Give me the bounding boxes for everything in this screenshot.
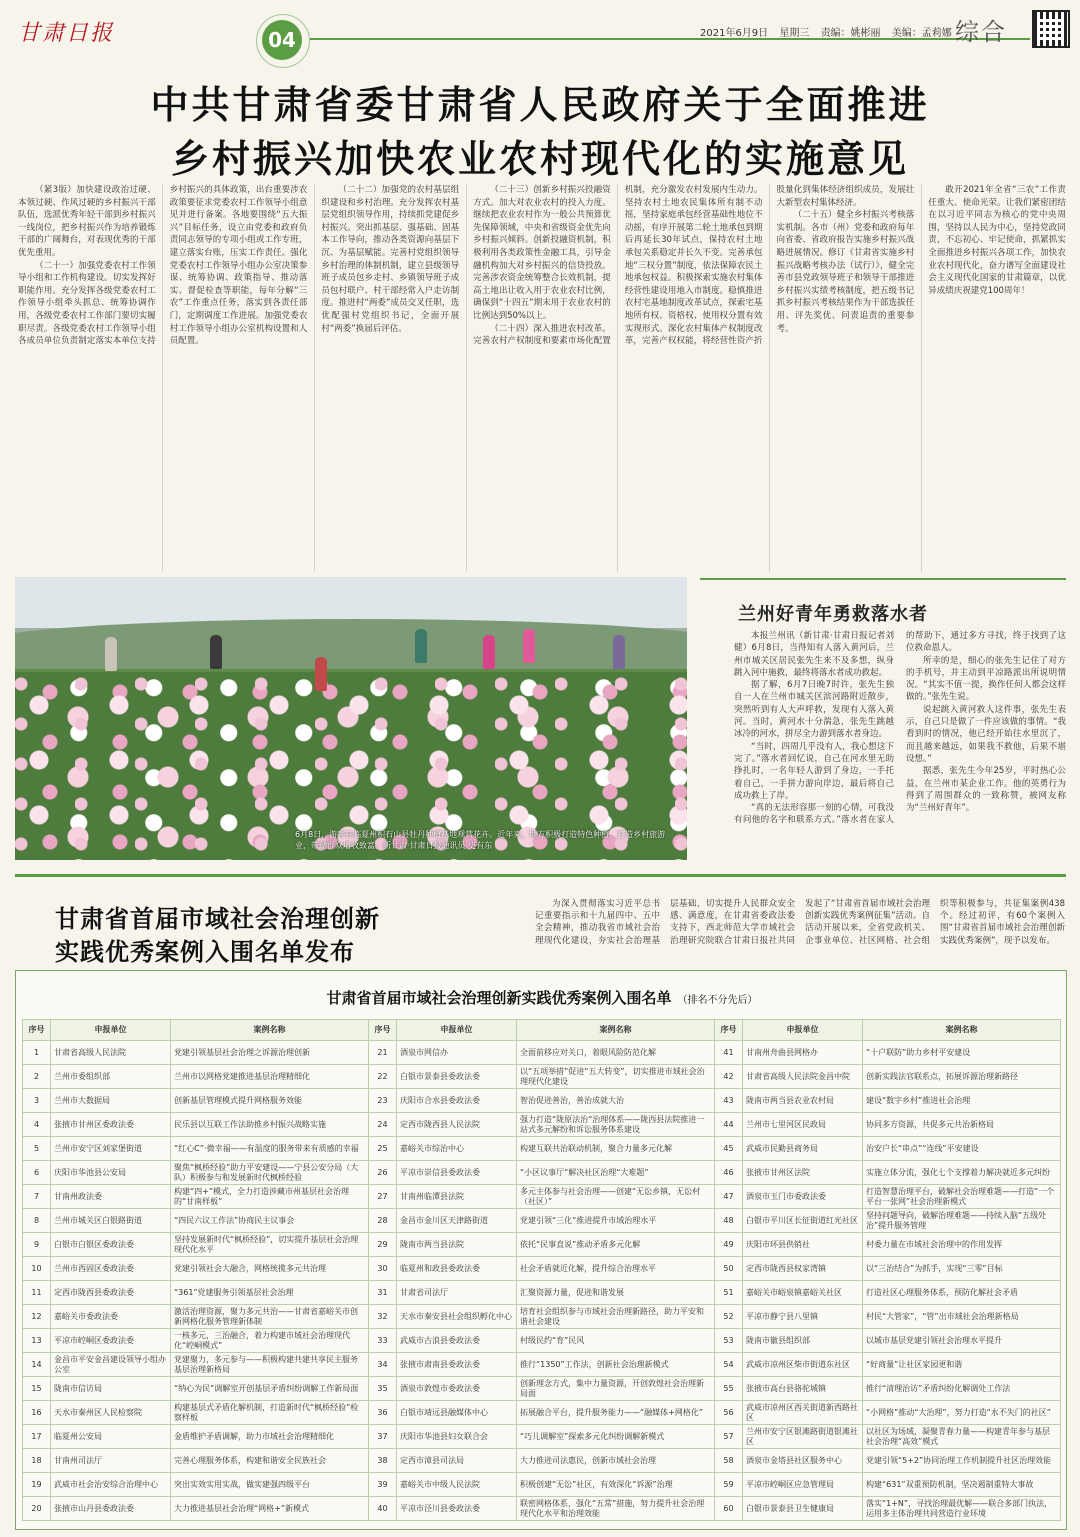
table-header-cell: 申报单位	[51, 1020, 171, 1041]
article-paragraph: （二十一）加强党委农村工作领导小组和工作机构建设。切实发挥好职能作用。充分发挥各级党委农村工作领导小组牵头抓总、统筹协调作用，各级党委农村工作部门要切实履职尽责。各级党委农村工作领导小组各成员单位负责制定落实本单位支持乡村振兴的具体政策，出台重要涉农政策要征求党委农村工作领导小组意见并进行备案。各地要围绕“五大振兴”目标任务，设立由党委和政府负责同志领导的专项小组或工作专班，建立落实台账，压实工作责任。强化党委农村工作领导小组办公室决策参谋、统筹协调、政策指导、推动落实、督促检查等职能，每年分解“三农”工作重点任务，落实到各责任部门，定期调度工作进展。加强党委农村工作领导小组办公室机构设置和人员配置。	[18, 185, 308, 347]
table-cell-case: 多元主体参与社会治理——创建“无讼乡镇，无讼村（社区）”	[517, 1185, 715, 1209]
table-row	[23, 1281, 1061, 1305]
table-cell-number: 6	[23, 1161, 51, 1185]
table-cell-number: 56	[715, 1401, 743, 1425]
table-cell-case: 突出实效实用实战，做实建强四级平台	[171, 1473, 369, 1497]
photo-visitor	[415, 629, 427, 663]
table-cell-case: 构建互联共治联动机制，聚合力量多元化解	[517, 1137, 715, 1161]
table-cell-case: 以“三治结合”为抓手，实现“三零”目标	[863, 1257, 1061, 1281]
table-cell-unit: 定西市漳县司法局	[397, 1449, 517, 1473]
photo-visitor	[613, 635, 625, 669]
story-paragraph: 本报兰州讯（新甘肃·甘肃日报记者刘健）6月8日，当得知有人落入黄河后，兰州市城关区居民张先生来不及多想，纵身跳入河中施救，最终将落水者成功救起。	[734, 631, 894, 678]
article-body	[18, 184, 1066, 572]
table-cell-unit: 武威市古浪县委政法委	[397, 1329, 517, 1353]
table-row	[23, 1089, 1061, 1113]
table-cell-number: 4	[23, 1113, 51, 1137]
table-row	[23, 1377, 1061, 1401]
table-cell-unit: 定西市陇西县权家湾镇	[743, 1257, 863, 1281]
table-cell-case: 构建“631”双重预防机制，坚决遏制重特大事故	[863, 1473, 1061, 1497]
table-cell-number: 32	[369, 1305, 397, 1329]
main-headline	[0, 78, 1080, 186]
story-paragraph: 说起跳入黄河救人这件事，张先生表示，自己只是做了一件应该做的事情。“我看到时的情况，他已经开始往水里沉了，而且越来越远，如果我不救他，后果不堪设想。”	[906, 704, 1066, 764]
article-paragraph: （二十三）创新乡村振兴投融资方式。加大对农业农村的投入力度。继续把农业农村作为一般公共预算优先保障领域，中央和省级资金优先向乡村振兴倾斜。创新投融资机制，积极利用各类政策性金融工具，引导金融机构加大对乡村振兴的信贷投放。完善涉农资金统筹整合长效机制，提高土地出让收入用于农业农村比例，确保到“十四五”期末用于农业农村的比例达到50%以上。	[473, 185, 611, 321]
article-paragraph: （二十四）深入推进农村改革。完善农村产权制度和要素市场化配置机制，充分激发农村发展内生动力。坚持农村土地农民集体所有制不动摇，坚持家庭承包经营基础性地位不动摇，有序开展第二轮土地承包到期后再延长30年试点，保持农村土地承包关系稳定并长久不变。完善承包地“三权分置”制度，依法保障农民土地承包权益。积极探索实施农村集体经营性建设用地入市制度。稳慎推进农村宅基地制度改革试点，探索宅基地所有权、资格权、使用权分置有效实现形式。深化农村集体产权制度改革，完善产权权能，将经营性资产折股量化到集体经济组织成员，发展壮大新型农村集体经济。	[473, 185, 915, 347]
table-cell-unit: 平凉市崆峒区应急管理局	[743, 1473, 863, 1497]
designer-credit: 美编：孟莉娜	[891, 28, 952, 39]
article-paragraph: （紧3版）加快建设政治过硬、本领过硬、作风过硬的乡村振兴干部队伍，选派优秀年轻干部到乡村振兴一线岗位，把乡村振兴作为培养锻炼干部的广阔舞台，对表现优秀的干部优先重用。	[18, 185, 156, 258]
table-cell-case: “好商量”让社区家园更和谐	[863, 1353, 1061, 1377]
table-cell-number: 59	[715, 1473, 743, 1497]
case-list-table	[22, 1019, 1061, 1521]
table-cell-case: 联密网格体系，强化“五常”措施，努力提升社会治理现代化水平和治理效能	[517, 1497, 715, 1521]
table-cell-number: 41	[715, 1041, 743, 1065]
table-cell-number: 45	[715, 1137, 743, 1161]
table-cell-case: 村委力量在市域社会治理中的作用发挥	[863, 1233, 1061, 1257]
table-cell-unit: 庆阳市华池县公安局	[51, 1161, 171, 1185]
table-cell-number: 42	[715, 1065, 743, 1089]
table-cell-number: 23	[369, 1089, 397, 1113]
table-cell-case: 推行“1350”工作法，创新社会治理新模式	[517, 1353, 715, 1377]
photo-visitor	[483, 635, 495, 669]
story-paragraph: 据了解，6月7日晚7时许，张先生独自一人在兰州市城关区滨河路附近散步，突然听到有人大声呼救，发现有人落入黄河。当时，黄河水十分湍急，张先生跳越冰冷的河水，拼尽全力游到落水者身边。	[734, 680, 894, 740]
table-row	[23, 1449, 1061, 1473]
table-cell-number: 18	[23, 1449, 51, 1473]
table-cell-unit: 天水市秦安县社会组织孵化中心	[397, 1305, 517, 1329]
table-cell-number: 20	[23, 1497, 51, 1521]
table-cell-number: 15	[23, 1377, 51, 1401]
table-cell-unit: 甘南州临潭县法院	[397, 1185, 517, 1209]
table-cell-unit: 平凉市泾川县委政法委	[397, 1497, 517, 1521]
table-cell-unit: 兰州市安宁区刘家堡街道	[51, 1137, 171, 1161]
table-cell-unit: 武威市凉州区柴市街道东社区	[743, 1353, 863, 1377]
photo-visitor	[315, 657, 327, 691]
table-title-text: 甘肃省首届市域社会治理创新实践优秀案例入围名单	[326, 989, 672, 1007]
table-cell-unit: 定西市陇西县人民法院	[397, 1113, 517, 1137]
table-header-cell: 案例名称	[863, 1020, 1061, 1041]
table-header-cell: 申报单位	[397, 1020, 517, 1041]
table-cell-number: 1	[23, 1041, 51, 1065]
table-header-cell: 案例名称	[171, 1020, 369, 1041]
story-paragraph: 据悉，张先生今年25岁，平时热心公益，在兰州市某企业工作。他的英勇行为得到了周围群众的一致称赞，被网友称为“兰州好青年”。	[906, 766, 1066, 814]
table-cell-number: 52	[715, 1305, 743, 1329]
table-cell-number: 12	[23, 1305, 51, 1329]
table-cell-number: 21	[369, 1041, 397, 1065]
table-cell-case: 以社区为场域，凝聚青春力量——构建青年参与基层社会治理“高效”模式	[863, 1425, 1061, 1449]
table-cell-case: 依托“民事直说”推动矛盾多元化解	[517, 1233, 715, 1257]
table-cell-case: “小网格”推动“大治理”，努力打造“水不失门的社区”	[863, 1401, 1061, 1425]
table-cell-number: 29	[369, 1233, 397, 1257]
table-cell-case: “红心C”·微幸福——有温度的服务带来有质感的幸福	[171, 1137, 369, 1161]
table-cell-number: 3	[23, 1089, 51, 1113]
table-cell-case: 实施立体分流，强化七个支撑着力解决就近多元纠纷	[863, 1161, 1061, 1185]
qr-code-icon[interactable]	[1032, 10, 1070, 48]
table-cell-unit: 白银市白银区委政法委	[51, 1233, 171, 1257]
table-cell-number: 37	[369, 1425, 397, 1449]
table-cell-number: 19	[23, 1473, 51, 1497]
table-note: （排名不分先后）	[677, 995, 758, 1006]
table-cell-number: 46	[715, 1161, 743, 1185]
table-cell-number: 17	[23, 1425, 51, 1449]
masthead	[0, 0, 1080, 58]
issue-weekday: 星期三	[779, 28, 810, 39]
table-cell-case: 落实“1+N”，寻找治理最优解——联合多部门执法，运用多主体治理共同营造行业环境	[863, 1497, 1061, 1521]
intro-paragraph: 为深入贯彻落实习近平总书记重要指示和十九届四中、五中全会精神，推动我省市域社会治理现代化建设，夯实社会治理基层基础，切实提升人民群众安全感、满意度，在甘肃省委政法委支持下，西北师范大学市域社会治理研究院联合甘肃日报社共同发起了“甘肃省首届市域社会治理创新实践优秀案例征集”活动。自活动开展以来，全省党政机关、企事业单位、社区网格、社会组织等积极参与，共征集案例438个。经过初评，有60个案例入围“甘肃省首届市域社会治理创新实践优秀案例”，现予以发布。	[535, 899, 1065, 946]
table-cell-case: 积极创建“无讼”社区，有效深化“诉源”治理	[517, 1473, 715, 1497]
table-cell-unit: 嘉峪关市综治中心	[397, 1137, 517, 1161]
table-cell-number: 50	[715, 1257, 743, 1281]
story-title: 兰州好青年勇救落水者	[738, 604, 928, 625]
table-cell-number: 49	[715, 1233, 743, 1257]
table-row	[23, 1401, 1061, 1425]
table-cell-unit: 张掖市甘州区法院	[743, 1161, 863, 1185]
table-cell-unit: 庆阳市华池县妇女联合会	[397, 1425, 517, 1449]
table-cell-case: 民乐县以互联工作法助推乡村振兴战略实施	[171, 1113, 369, 1137]
table-cell-case: 强力打造“陇原法治”治理体系——陇西县法院推进一站式多元解纷和诉讼服务体系建设	[517, 1113, 715, 1137]
table-cell-number: 36	[369, 1401, 397, 1425]
table-cell-unit: 武威市民勤县商务局	[743, 1137, 863, 1161]
story-paragraph: 所幸的是，细心的张先生记住了对方的手机号，并主动到平凉路派出所说明情况。“其实不值一提，换作任何人都会这样做的。”张先生说。	[906, 655, 1066, 703]
table-cell-unit: 陇南市两当县法院	[397, 1233, 517, 1257]
table-cell-case: 党建引领“三化”推进提升市域治理水平	[517, 1209, 715, 1233]
photo-visitor	[210, 635, 222, 669]
article-paragraph: （二十五）健全乡村振兴考核落实机制。各市（州）党委和政府每年向省委、省政府报告实施乡村振兴战略进展情况。修订《甘肃省实施乡村振兴战略考核办法（试行）》，健全完善市县党政领导班子和领导干部推进乡村振兴实绩考核制度，把五级书记抓乡村振兴考核结果作为干部选拔任用、评先奖优、问责追责的重要参考。	[776, 210, 915, 334]
table-cell-number: 57	[715, 1425, 743, 1449]
story-paragraph: “真的无法形容那一刻的心情，可我没有问他的名字和联系方式。”落水者在家人的帮助下，通过多方寻找，终于找到了这位救命恩人。	[734, 631, 1066, 826]
table-cell-unit: 白银市景泰县卫生健康局	[743, 1497, 863, 1521]
editor-credit: 责编：姚彬丽	[820, 28, 881, 39]
table-cell-number: 11	[23, 1281, 51, 1305]
table-row	[23, 1329, 1061, 1353]
table-cell-unit: 张掖市甘州区委政法委	[51, 1113, 171, 1137]
table-row	[23, 1065, 1061, 1089]
table-cell-case: 构建“四+”模式，全力打造涉藏市州基层社会治理的“甘南样板”	[171, 1185, 369, 1209]
table-cell-unit: 金昌市金川区天津路街道	[397, 1209, 517, 1233]
article-paragraph: 敢开2021年全省“三农”工作责任重大、使命光荣。让我们紧密团结在以习近平同志为核心的党中央周围，坚持以人民为中心，坚持党政同责，不忘初心、牢记使命，抓紧抓实全面推进乡村振兴各项工作，加快农业农村现代化，奋力谱写全面建设社会主义现代化国家的甘肃篇章，以优异成绩庆祝建党100周年！	[928, 185, 1066, 296]
table-cell-case: 社会矛盾就近化解，提升综合治理水平	[517, 1257, 715, 1281]
photo-visitor	[105, 637, 117, 671]
table-row	[23, 1353, 1061, 1377]
table-cell-case: “纳心为民”调解室开创基层矛盾纠纷调解工作新局面	[171, 1377, 369, 1401]
table-cell-case: 创新理念方式，集中力量资源，开创敦煌社会治理新局面	[517, 1377, 715, 1401]
table-cell-case: 村级民约“育”民风	[517, 1329, 715, 1353]
article-paragraph: （二十二）加强党的农村基层组织建设和乡村治理。充分发挥农村基层党组织领导作用，持续抓党建促乡村振兴。突出抓基层、强基础、固基本工作导向，推动各类资源向基层下沉、为基层赋能。完善村党组织领导乡村治理的体制机制，建立县级领导班子成员包乡走村、乡镇领导班子成员包村联户、村干部经常入户走访制度。推进村“两委”成员交叉任职，选优配强村党组织书记，全面开展村“两委”换届后评估。	[321, 185, 460, 334]
photo-visitor	[523, 629, 535, 663]
table-cell-unit: 甘南州舟曲县网格办	[743, 1041, 863, 1065]
table-cell-unit: 兰州市七里河区民政局	[743, 1113, 863, 1137]
photo-caption: 6月8日，游客在临夏州积石山县牡丹种植基地观赏花卉。近年来，地方积极打造特色种植，打造乡村旅游业，带动群众增收致富。新甘肃·甘肃日报通讯员 史有东	[295, 830, 666, 850]
table-cell-case: 协同多方资源，共促多元共治新格局	[863, 1113, 1061, 1137]
sub-headline-line-1: 甘肃省首届市域社会治理创新	[55, 905, 380, 933]
sub-headline-line-2: 实践优秀案例入围名单发布	[55, 938, 355, 966]
table-header-cell: 案例名称	[517, 1020, 715, 1041]
table-cell-case: 创新实践法官联系点，拓展诉源治理新路径	[863, 1065, 1061, 1089]
table-cell-number: 34	[369, 1353, 397, 1377]
table-cell-case: 智治促进善治，善治成就大治	[517, 1089, 715, 1113]
issue-date: 2021年6月9日	[700, 28, 769, 39]
table-cell-unit: 酒泉市敦煌市委政法委	[397, 1377, 517, 1401]
table-row	[23, 1161, 1061, 1185]
table-cell-number: 28	[369, 1209, 397, 1233]
section-divider	[15, 874, 1066, 877]
table-cell-case: 以城市基层党建引领社会治理水平提升	[863, 1329, 1061, 1353]
table-cell-unit: 陇南市两当县农业农村局	[743, 1089, 863, 1113]
table-cell-number: 25	[369, 1137, 397, 1161]
table-row	[23, 1113, 1061, 1137]
table-cell-case: 大力推进基层社会治理“网格+”新模式	[171, 1497, 369, 1521]
headline-line-2: 乡村振兴加快农业农村现代化的实施意见	[170, 137, 909, 181]
story-top-rule	[700, 578, 1066, 580]
table-cell-case: 以“五项举措”促进“五大转变”，切实推进市域社会治理现代化建设	[517, 1065, 715, 1089]
table-row	[23, 1497, 1061, 1521]
table-cell-number: 60	[715, 1497, 743, 1521]
table-row	[23, 1209, 1061, 1233]
table-cell-case: 拓展融合平台，提升服务能力——“融媒体+网格化”	[517, 1401, 715, 1425]
table-cell-number: 5	[23, 1137, 51, 1161]
table-cell-unit: 白银市平川区长征街道红光社区	[743, 1209, 863, 1233]
sub-headline	[55, 903, 475, 969]
table-cell-number: 8	[23, 1209, 51, 1233]
table-cell-unit: 张掖市山丹县委政法委	[51, 1497, 171, 1521]
table-row	[23, 1305, 1061, 1329]
news-photo	[15, 577, 687, 860]
table-cell-number: 47	[715, 1185, 743, 1209]
table-cell-number: 14	[23, 1353, 51, 1377]
table-cell-number: 26	[369, 1161, 397, 1185]
table-row	[23, 1041, 1061, 1065]
table-cell-case: 党建引领“5+2”协同治理工作机制提升社区治理效能	[863, 1449, 1061, 1473]
table-cell-case: 一核多元，三治融合，着力构建市域社会治理现代化“崆峒模式”	[171, 1329, 369, 1353]
table-cell-number: 51	[715, 1281, 743, 1305]
table-cell-number: 38	[369, 1449, 397, 1473]
table-cell-unit: 酒泉市金塔县社区服务中心	[743, 1449, 863, 1473]
table-cell-case: 打造智慧治理平台，破解社会治理难题——打造“一个平台一张网”社会治理新模式	[863, 1185, 1061, 1209]
table-cell-unit: 兰州市委组织部	[51, 1065, 171, 1089]
table-row	[23, 1473, 1061, 1497]
table-cell-unit: 兰州市大数据局	[51, 1089, 171, 1113]
table-header-cell: 序号	[715, 1020, 743, 1041]
table-cell-unit: 张掖市高台县骆驼城镇	[743, 1377, 863, 1401]
table-cell-number: 40	[369, 1497, 397, 1521]
table-cell-number: 31	[369, 1281, 397, 1305]
page-number: 04	[262, 20, 302, 60]
table-cell-unit: 武威市社会治安综合治理中心	[51, 1473, 171, 1497]
table-cell-unit: 嘉峪关市中级人民法院	[397, 1473, 517, 1497]
table-title	[16, 987, 1068, 1008]
table-body	[23, 1041, 1061, 1521]
table-cell-unit: 临夏州和政县委政法委	[397, 1257, 517, 1281]
table-cell-number: 54	[715, 1353, 743, 1377]
table-row	[23, 1185, 1061, 1209]
table-cell-unit: 定西市陇西县委政法委	[51, 1281, 171, 1305]
table-cell-unit: 酒泉市网信办	[397, 1041, 517, 1065]
table-cell-unit: 白银市靖远县融媒体中心	[397, 1401, 517, 1425]
case-list-panel	[15, 970, 1067, 1530]
table-cell-case: 建设“数字乡村”推进社会治理	[863, 1089, 1061, 1113]
table-cell-unit: 白银市景泰县委政法委	[397, 1065, 517, 1089]
table-row	[23, 1257, 1061, 1281]
table-cell-unit: 陇南市徽县组织部	[743, 1329, 863, 1353]
table-cell-number: 2	[23, 1065, 51, 1089]
table-cell-number: 24	[369, 1113, 397, 1137]
table-cell-number: 55	[715, 1377, 743, 1401]
table-cell-number: 16	[23, 1401, 51, 1425]
table-cell-unit: 平凉市崆峒区委政法委	[51, 1329, 171, 1353]
table-cell-case: 兰州市以网格党建推进基层治理精细化	[171, 1065, 369, 1089]
table-cell-case: 村民“大管家”，“管”出市域社会治理新格局	[863, 1305, 1061, 1329]
table-cell-unit: 庆阳市环县供销社	[743, 1233, 863, 1257]
table-cell-case: 全面前移应对关口，着眼风险防范化解	[517, 1041, 715, 1065]
table-cell-number: 10	[23, 1257, 51, 1281]
table-cell-case: 聚焦“枫桥经验”助力平安建设——宁县公安分局（大队）积极参与和发展新时代枫桥经验	[171, 1161, 369, 1185]
table-cell-unit: 临夏州公安局	[51, 1425, 171, 1449]
table-cell-unit: 嘉峪关市委政法委	[51, 1305, 171, 1329]
table-row	[23, 1425, 1061, 1449]
table-cell-unit: 兰州市西固区委政法委	[51, 1257, 171, 1281]
table-cell-unit: 陇南市信访局	[51, 1377, 171, 1401]
table-cell-case: 创新基层管理模式提升网格服务效能	[171, 1089, 369, 1113]
table-header-cell: 申报单位	[743, 1020, 863, 1041]
table-cell-unit: 兰州市安宁区银滩路街道银滩社区	[743, 1425, 863, 1449]
table-cell-case: “十户联防”助力乡村平安建设	[863, 1041, 1061, 1065]
table-cell-case: 打造社区心理服务体系，预防化解社会矛盾	[863, 1281, 1061, 1305]
table-cell-case: 金盾维护矛盾调解，助力市域社会治理精细化	[171, 1425, 369, 1449]
table-cell-number: 13	[23, 1329, 51, 1353]
table-header-row	[23, 1020, 1061, 1041]
table-cell-case: 大力推进司法惠民，创新市域社会治理	[517, 1449, 715, 1473]
table-cell-case: 构建基层式矛盾化解机制，打造新时代“枫桥经验”检察样板	[171, 1401, 369, 1425]
table-cell-unit: 庆阳市合水县委政法委	[397, 1089, 517, 1113]
sub-article-intro	[535, 898, 1065, 960]
table-cell-case: 治安户长“串点”“连线”平安建设	[863, 1137, 1061, 1161]
table-header-cell: 序号	[369, 1020, 397, 1041]
table-cell-unit: 甘肃省高级人民法院金昌中院	[743, 1065, 863, 1089]
table-cell-case: “361”党建服务引领基层社会治理	[171, 1281, 369, 1305]
table-cell-number: 39	[369, 1473, 397, 1497]
table-cell-number: 44	[715, 1113, 743, 1137]
table-cell-unit: 酒泉市玉门市委政法委	[743, 1185, 863, 1209]
section-label: 综合	[955, 18, 1007, 46]
table-cell-number: 22	[369, 1065, 397, 1089]
table-header-cell: 序号	[23, 1020, 51, 1041]
table-cell-number: 7	[23, 1185, 51, 1209]
table-cell-number: 48	[715, 1209, 743, 1233]
table-cell-case: 培育社会组织参与市域社会治理新路径，助力平安和谐社会建设	[517, 1305, 715, 1329]
table-cell-unit: 甘肃省司法厅	[397, 1281, 517, 1305]
table-cell-unit: 甘肃省高级人民法院	[51, 1041, 171, 1065]
table-cell-number: 27	[369, 1185, 397, 1209]
table-cell-unit: 嘉峪关市峪泉镇嘉峪关社区	[743, 1281, 863, 1305]
table-cell-case: 党建聚力，多元参与——积极构建共建共享民主服务基层治理新格局	[171, 1353, 369, 1377]
table-cell-unit: 武威市凉州区西关街道新西路社区	[743, 1401, 863, 1425]
table-cell-case: 党建引领基层社会治理之诉源治理创新	[171, 1041, 369, 1065]
table-cell-number: 33	[369, 1329, 397, 1353]
table-cell-number: 9	[23, 1233, 51, 1257]
table-cell-unit: 甘南州政法委	[51, 1185, 171, 1209]
table-cell-case: “巧儿调解室”探索多元化纠纷调解新模式	[517, 1425, 715, 1449]
table-cell-number: 30	[369, 1257, 397, 1281]
table-cell-unit: 兰州市城关区白银路街道	[51, 1209, 171, 1233]
table-cell-unit: 平凉市静宁县八里镇	[743, 1305, 863, 1329]
table-row	[23, 1137, 1061, 1161]
table-cell-case: “小区议事厅”解决社区治理“大难题”	[517, 1161, 715, 1185]
table-cell-unit: 天水市秦州区人民检察院	[51, 1401, 171, 1425]
table-cell-case: 坚持问题导向，破解治理难题——持续入脑“五级处治”提升服务管理	[863, 1209, 1061, 1233]
table-cell-number: 43	[715, 1089, 743, 1113]
table-cell-case: “四民六议工作法”协商民主议事会	[171, 1209, 369, 1233]
story-body	[734, 630, 1066, 858]
table-cell-unit: 平凉市崇信县委政法委	[397, 1161, 517, 1185]
table-cell-case: 激活治理资源，聚力多元共治——甘肃省嘉峪关市创新网格化服务管理新体制	[171, 1305, 369, 1329]
table-cell-number: 53	[715, 1329, 743, 1353]
table-cell-number: 58	[715, 1449, 743, 1473]
table-cell-unit: 张掖市肃南县委政法委	[397, 1353, 517, 1377]
table-cell-unit: 金昌市平安金昌建设领导小组办公室	[51, 1353, 171, 1377]
table-cell-case: 党建引领社会大融合，网格统揽多元共治理	[171, 1257, 369, 1281]
table-cell-case: 推行“清理治访”矛盾纠纷化解调处工作法	[863, 1377, 1061, 1401]
newspaper-logo: 甘肃日报	[18, 21, 115, 46]
story-paragraph: “当时，四周几乎没有人，我心想这下完了。”落水者回忆说，自己在河水里无助挣扎时，一名年轻人游到了身边，一手托着自己，一手拼力游向岸边，最后将自己成功救上了岸。	[734, 741, 894, 801]
table-row	[23, 1233, 1061, 1257]
table-cell-number: 35	[369, 1377, 397, 1401]
table-cell-case: 汇聚资源力量，促进和谐发展	[517, 1281, 715, 1305]
table-cell-case: 完善心理服务体系，构建和谐安全民族社会	[171, 1449, 369, 1473]
headline-line-1: 中共甘肃省委甘肃省人民政府关于全面推进	[150, 83, 930, 127]
issue-info	[700, 24, 960, 39]
table-cell-case: 坚持发展新时代“枫桥经验”，切实提升基层社会治理现代化水平	[171, 1233, 369, 1257]
table-cell-unit: 甘南州司法厅	[51, 1449, 171, 1473]
